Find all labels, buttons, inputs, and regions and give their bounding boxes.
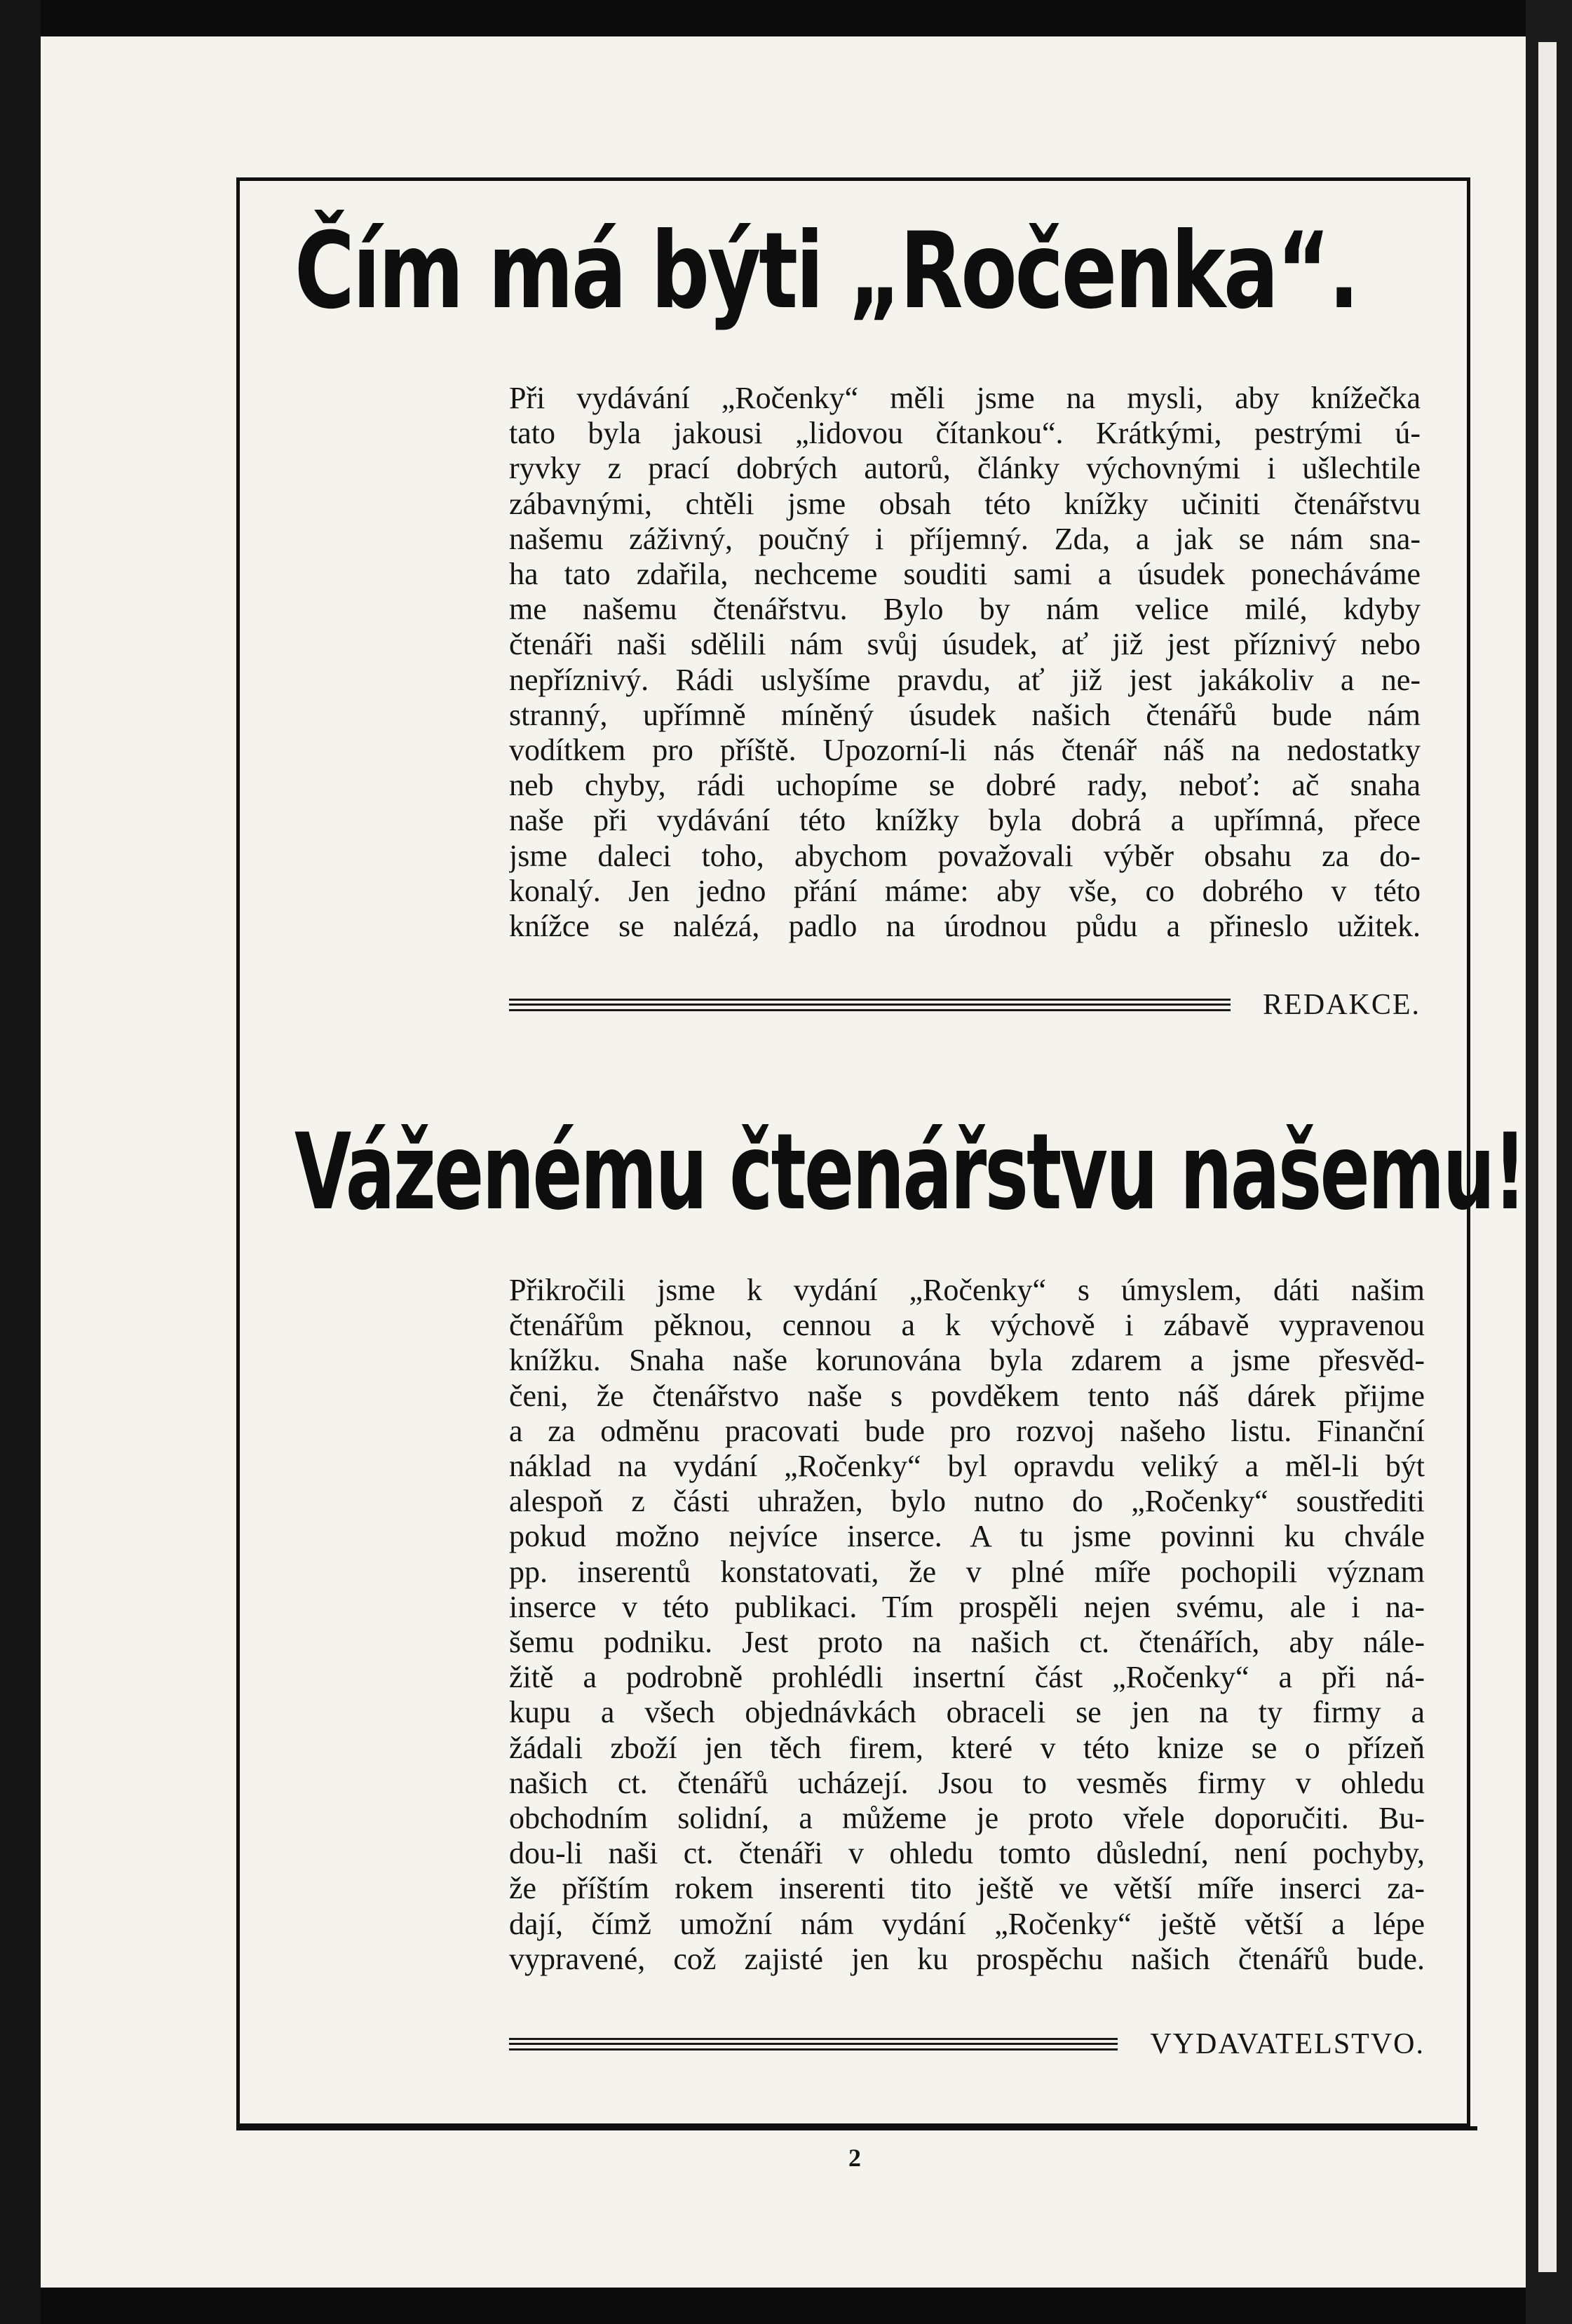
article1-line: konalý. Jen jedno přání máme: aby vše, co dobrého v této [509, 873, 1421, 908]
decorative-triple-rule [509, 2038, 1118, 2051]
article2-line: kupu a všech objednávkách obraceli se jen na ty firmy a [509, 1695, 1425, 1730]
article2-line: obchodním solidní, a můžeme je proto vřele doporučiti. Bu- [509, 1801, 1425, 1836]
article2-line: inserce v této publikaci. Tím prospěli nejen svému, ale i na- [509, 1589, 1425, 1624]
article1-line: knížce se nalézá, padlo na úrodnou půdu a přineslo užitek. [509, 909, 1421, 944]
article2-signature: VYDAVATELSTVO. [1150, 2028, 1425, 2060]
article2-line: pokud možno nejvíce inserce. A tu jsme povinni ku chvále [509, 1519, 1425, 1554]
article1-line: Při vydávání „Ročenky“ měli jsme na mysli, aby knížečka [509, 381, 1421, 415]
article2-line: žitě a podrobně prohlédli insertní část „Ročenky“ a při ná- [509, 1660, 1425, 1695]
article1-line: neb chyby, rádi uchopíme se dobré rady, neboť: ač snaha [509, 768, 1421, 803]
article2-line: že příštím rokem inserenti tito ještě ve větší míře inserci za- [509, 1871, 1425, 1906]
article2-line: Přikročili jsme k vydání „Ročenky“ s úmyslem, dáti našim [509, 1273, 1425, 1307]
article1-line: jsme daleci toho, abychom považovali výběr obsahu za do- [509, 838, 1421, 873]
scan-right-edge [1526, 0, 1572, 2324]
article2-line: čtenářům pěknou, cennou a k výchově i zábavě vypravenou [509, 1308, 1425, 1343]
article1-signature: REDAKCE. [1263, 989, 1421, 1021]
article1-line: vodítkem pro příště. Upozorní-li nás čtenář náš na nedostatky [509, 733, 1421, 768]
article1-body [509, 381, 1421, 944]
article1-line: tato byla jakousi „lidovou čítankou“. Krátkými, pestrými ú- [509, 416, 1421, 451]
article2-line: vypravené, což zajisté jen ku prospěchu našich čtenářů bude. [509, 1941, 1425, 1976]
next-page-strip [1538, 42, 1557, 2272]
article2-line: pp. inserentů konstatovati, že v plné míře pochopili význam [509, 1554, 1425, 1589]
article2-title: Váženému čtenářstvu našemu! [294, 1112, 1525, 1234]
page-number: 2 [848, 2144, 861, 2172]
article2-line: šemu podniku. Jest proto na našich ct. čtenářích, aby nále- [509, 1625, 1425, 1660]
article1-line: me našemu čtenářstvu. Bylo by nám velice milé, kdyby [509, 592, 1421, 627]
article1-line: naše při vydávání této knížky byla dobrá a upřímná, přece [509, 803, 1421, 838]
article2-line: dají, čímž umožní nám vydání „Ročenky“ ještě větší a lépe [509, 1906, 1425, 1941]
article2-body [509, 1273, 1425, 1977]
article2-line: našich ct. čtenářů ucházejí. Jsou to vesměs firmy v ohledu [509, 1765, 1425, 1800]
article2-line: čeni, že čtenářstvo naše s povděkem tento náš dárek přijme [509, 1378, 1425, 1413]
decorative-triple-rule [509, 999, 1231, 1011]
article1-line: čtenáři naši sdělili nám svůj úsudek, ať již jest příznivý nebo [509, 627, 1421, 662]
article2-line: alespoň z části uhražen, bylo nutno do „Ročenky“ soustřediti [509, 1484, 1425, 1519]
scan-left-edge [0, 0, 41, 2324]
article2-line: náklad na vydání „Ročenky“ byl opravdu veliký a měl-li být [509, 1449, 1425, 1484]
article1-title: Čím má býti „Ročenka“. [294, 210, 1357, 332]
article2-signature-row [509, 2030, 1425, 2058]
article2-line: žádali zboží jen těch firem, které v této knize se o přízeň [509, 1730, 1425, 1765]
article1-signature-row [509, 991, 1421, 1019]
article2-line: dou-li naši ct. čtenáři v ohledu tomto důslední, není pochyby, [509, 1836, 1425, 1871]
article2-line: knížku. Snaha naše korunována byla zdarem a jsme přesvěd- [509, 1343, 1425, 1378]
article1-line: našemu záživný, poučný i příjemný. Zda, a jak se nám sna- [509, 521, 1421, 556]
article1-line: ha tato zdařila, nechceme souditi sami a úsudek ponecháváme [509, 557, 1421, 592]
article1-line: stranný, upřímně míněný úsudek našich čtenářů bude nám [509, 697, 1421, 732]
article2-line: a za odměnu pracovati bude pro rozvoj našeho listu. Finanční [509, 1413, 1425, 1448]
article1-line: zábavnými, chtěli jsme obsah této knížky učiniti čtenářstvu [509, 486, 1421, 521]
page-border-shadow [236, 2126, 1477, 2130]
article1-line: nepříznivý. Rádi uslyšíme pravdu, ať již jest jakákoliv a ne- [509, 662, 1421, 697]
article1-line: ryvky z prací dobrých autorů, články výchovnými i ušlechtile [509, 451, 1421, 486]
